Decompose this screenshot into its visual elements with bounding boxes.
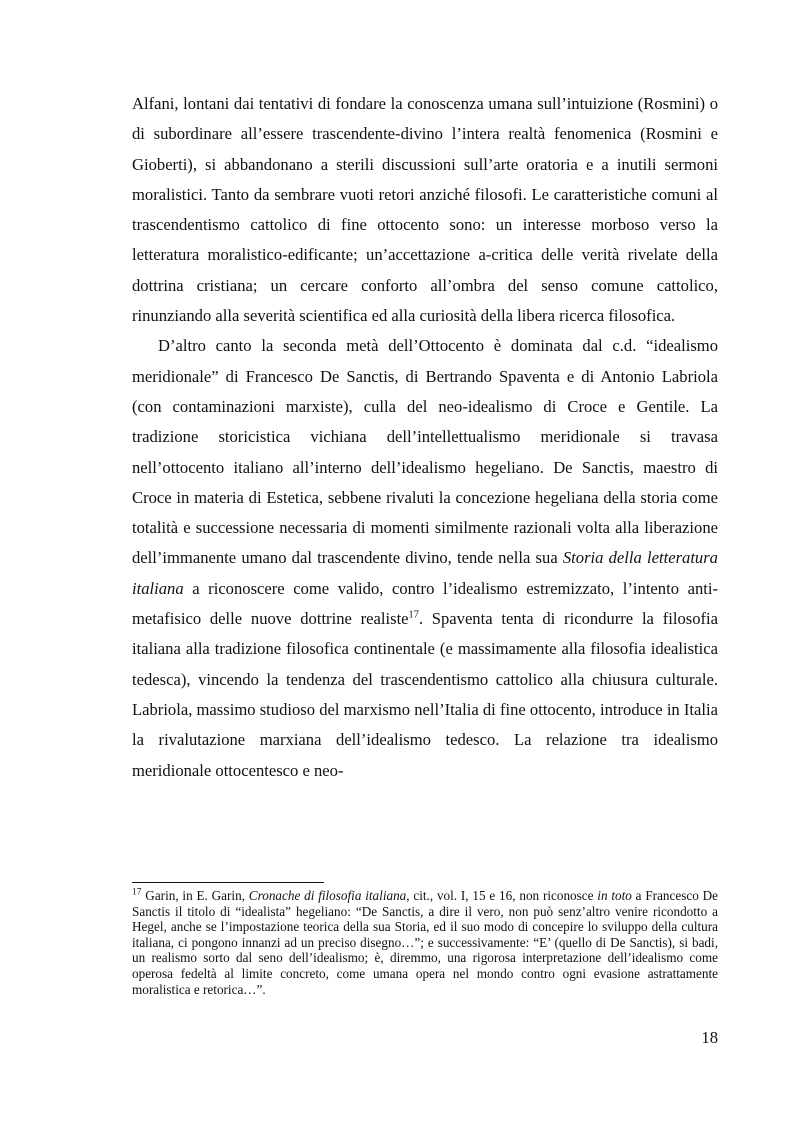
paragraph-1: Alfani, lontani dai tentativi di fondare la conoscenza umana sull’intuizione (Rosmini) o di subordinare all’essere trascendente-divino l’intera realtà fenomenica (Rosmini e Gioberti), si abbandonano a sterili discussioni sull’arte oratoria e a inutili sermoni moralistici. Tanto da sembrare vuoti retori anziché filosofi. Le caratteristiche comuni al trascendentismo cattolico di fine ottocento sono: un interesse morboso verso la letteratura moralistico-edificante; un’accettazione a-critica delle verità rivelate della dottrina cristiana; un cercare conforto all’ombra del senso comune cattolico, rinunziando alla severità scientifica ed alla curiosità della libera ricerca filosofica. bbox=[132, 94, 718, 326]
footnote-17 bbox=[132, 888, 718, 997]
footnote bbox=[132, 888, 718, 997]
footnote-number: 17 bbox=[132, 887, 142, 898]
footnote-separator bbox=[132, 882, 324, 883]
footnote-book-title: Cronache di filosofia italiana bbox=[248, 888, 407, 903]
footnote-text-2: , cit., vol. I, 15 e 16, non riconosce bbox=[406, 888, 598, 903]
page-number: 18 bbox=[701, 1028, 718, 1047]
footnote-text-1: Garin, in E. Garin, bbox=[141, 888, 249, 903]
footnote-in-toto: in toto bbox=[597, 888, 632, 903]
body-text bbox=[132, 89, 718, 786]
footnote-reference[interactable]: 17 bbox=[408, 609, 419, 621]
footnote-text-3: a Francesco De Sanctis il titolo di “idealista” hegeliano: “De Sanctis, a dire il vero, non può senz’altro venire ricondotto a Hegel, anche se l’impostazione teorica della sua Storia, ed il suo modo di concepire lo sviluppo della cultura italiana, ci pongono innanzi ad un preciso disegno…”; e successivamente: “E’ (quello di De Sanctis), si badi, un realismo sorto dal seno dell’idealismo; è, diremmo, una rigorosa interpretazione dell’idealismo come operosa fedeltà al limite concreto, come umana opera nel mondo contro ogni evasione astrattamente moralistica e retorica…”. bbox=[132, 888, 718, 997]
paragraph-2-text-middle: a riconoscere come valido, contro l’idealismo estremizzato, l’intento anti-metafisico delle nuove dottrine realiste bbox=[132, 578, 718, 629]
paragraph-2 bbox=[132, 331, 718, 785]
paragraph-2-text-start: D’altro canto la seconda metà dell’Ottocento è dominata dal c.d. “idealismo meridionale” di Francesco De Sanctis, di Bertrando Spaventa e di Antonio Labriola (con contaminazioni marxiste), culla del neo-idealismo di Croce e Gentile. La tradizione storicistica vichiana dell’intellettualismo meridionale si travasa nell’ottocento italiano all’interno dell’idealismo hegeliano. De Sanctis, maestro di Croce in materia di Estetica, sebbene rivaluti la concezione hegeliana della storia come totalità e successione necessaria di momenti similmente razionali volta alla liberazione dell’immanente umano dal trascendente divino, tende nella sua bbox=[132, 336, 718, 568]
book-title-storia: Storia della letteratura italiana bbox=[132, 548, 718, 598]
paragraph-2-text-end: . Spaventa tenta di ricondurre la filosofia italiana alla tradizione filosofica continentale (e massimamente alla filosofia idealistica tedesca), vincendo la tendenza del trascendentismo cattolico alla chiusura culturale. Labriola, massimo studioso del marxismo nell’Italia di fine ottocento, introduce in Italia la rivalutazione marxiana dell’idealismo tedesco. La relazione tra idealismo meridionale ottocentesco e neo- bbox=[132, 609, 718, 780]
